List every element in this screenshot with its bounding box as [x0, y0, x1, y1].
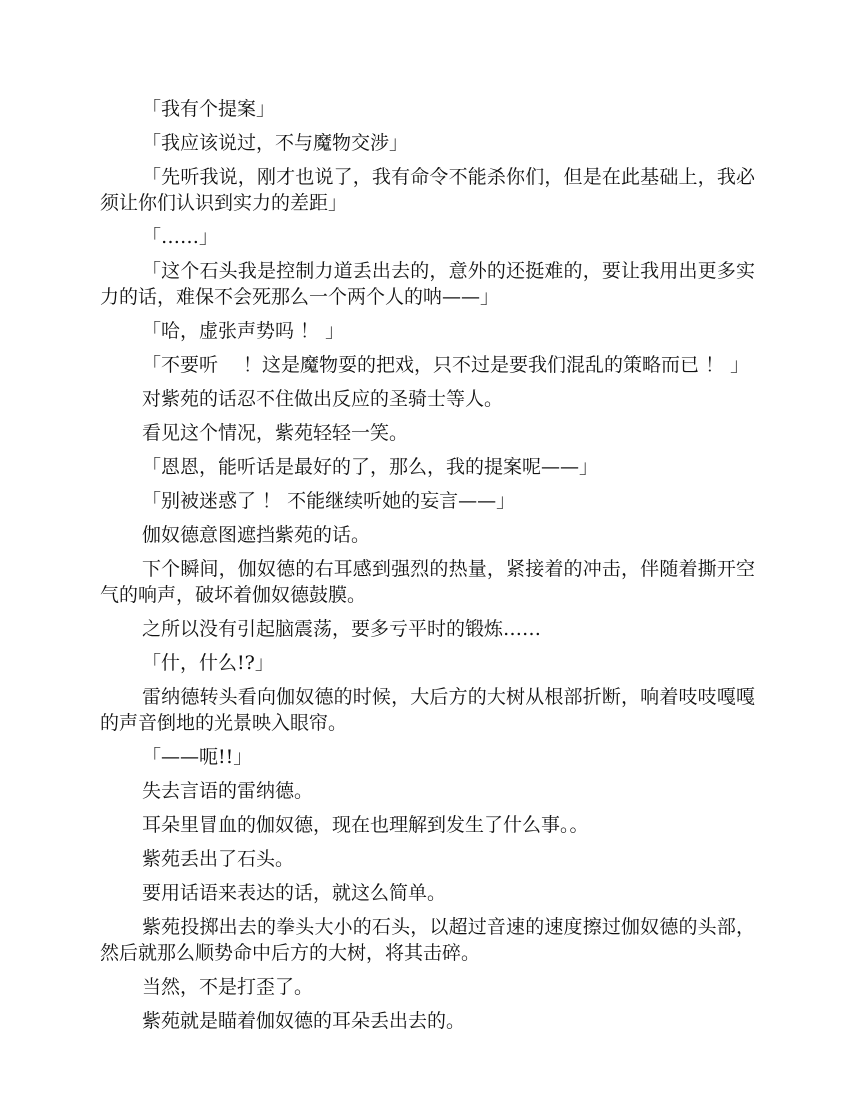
paragraph: 「这个石头我是控制力道丢出去的，意外的还挺难的，要让我用出更多实力的话，难保不会死那么一个两个人的呐——」: [100, 260, 755, 308]
paragraph: 「恩恩，能听话是最好的了，那么，我的提案呢——」: [142, 456, 599, 478]
paragraph: 要用话语来表达的话，就这么简单。: [142, 882, 447, 904]
paragraph: 下个瞬间，伽奴德的右耳感到强烈的热量，紧接着的冲击，伴随着撕开空气的响声，破坏着伽奴德鼓膜。: [100, 558, 755, 606]
document-page: [100, 96, 755, 1042]
paragraph: 雷纳德转头看向伽奴德的时候，大后方的大树从根部折断，响着吱吱嘎嘎的声音倒地的光景映入眼帘。: [100, 686, 755, 734]
paragraph: 「我应该说过，不与魔物交涉」: [142, 132, 409, 154]
paragraph: 看见这个情况，紫苑轻轻一笑。: [142, 422, 409, 444]
paragraph: 「哈，虚张声势吗 ！ 」: [142, 320, 345, 342]
paragraph: 「……」: [142, 226, 219, 248]
paragraph: 伽奴德意图遮挡紫苑的话。: [142, 524, 371, 546]
paragraph: 「先听我说，刚才也说了，我有命令不能杀你们，但是在此基础上，我必须让你们认识到实力的差距」: [100, 166, 755, 214]
paragraph: 「我有个提案」: [142, 98, 276, 120]
paragraph: 「不要听 ！这是魔物耍的把戏，只不过是要我们混乱的策略而已 ！ 」: [142, 354, 750, 376]
paragraph: 紫苑投掷出去的拳头大小的石头，以超过音速的速度擦过伽奴德的头部，然后就那么顺势命中后方的大树，将其击碎。: [100, 916, 755, 964]
paragraph: 「——呃!!」: [142, 746, 253, 768]
paragraph: 「什，什么!?」: [142, 652, 274, 674]
paragraph: 耳朵里冒血的伽奴德，现在也理解到发生了什么事。。: [142, 814, 589, 836]
paragraph: 紫苑丢出了石头。: [142, 848, 295, 870]
paragraph: 对紫苑的话忍不住做出反应的圣骑士等人。: [142, 388, 504, 410]
paragraph: 「别被迷惑了 ！ 不能继续听她的妄言——」: [142, 490, 516, 512]
paragraph: 之所以没有引起脑震荡，要多亏平时的锻炼……: [142, 618, 542, 640]
paragraph: 紫苑就是瞄着伽奴德的耳朵丢出去的。: [142, 1010, 466, 1032]
paragraph: 当然，不是打歪了。: [142, 976, 314, 998]
paragraph: 失去言语的雷纳德。: [142, 780, 314, 802]
